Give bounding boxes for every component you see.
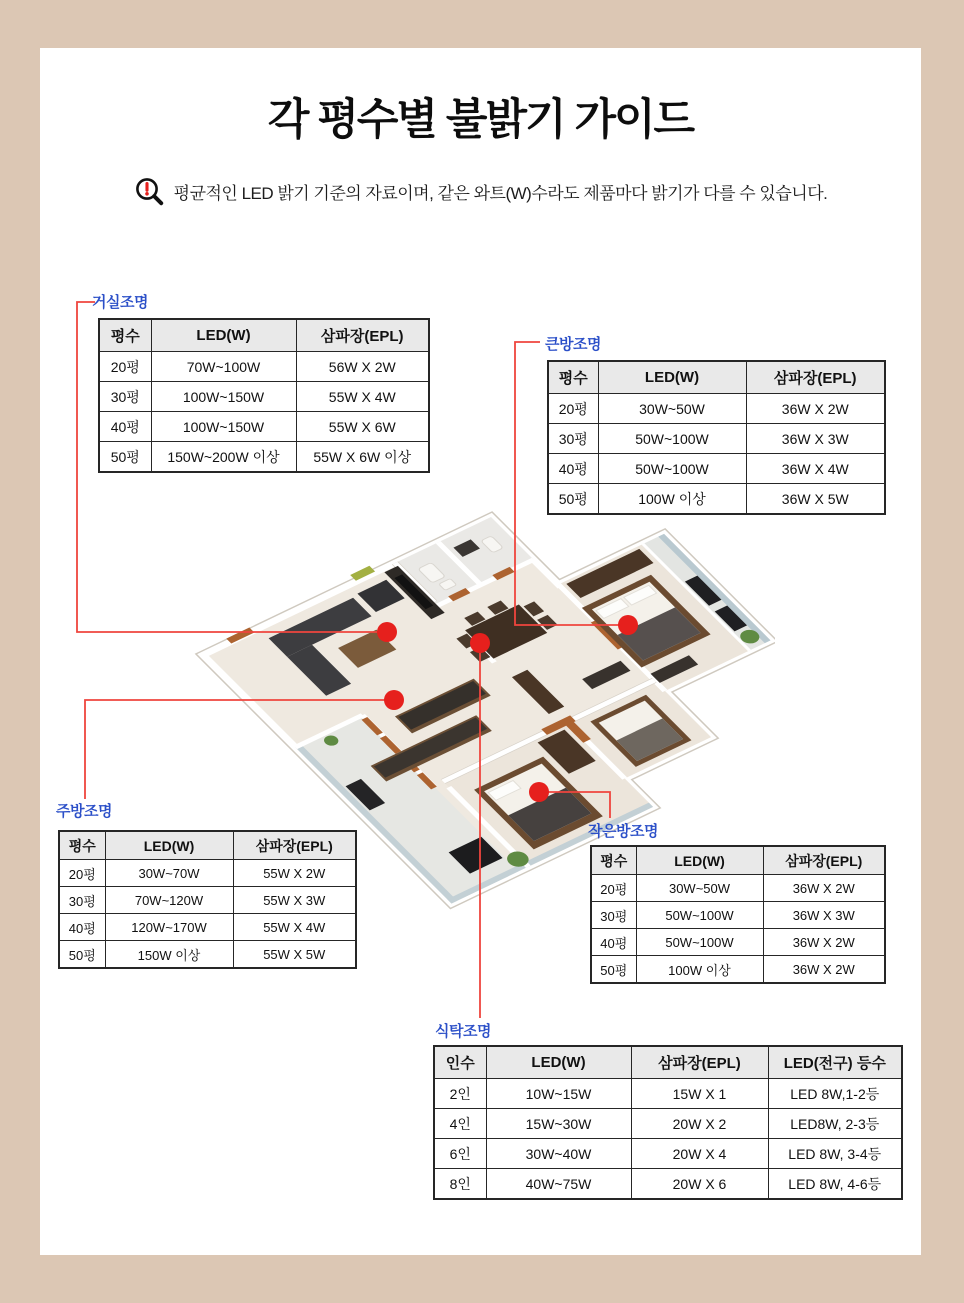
- notice-text: 평균적인 LED 밝기 기준의 자료이며, 같은 와트(W)수라도 제품마다 밝기가 다를 수 있습니다.: [173, 184, 828, 203]
- big-room-table-label: 큰방조명: [545, 336, 601, 353]
- table-cell: 30W~70W: [105, 860, 233, 887]
- table-cell: 100W 이상: [598, 484, 746, 515]
- table-cell: 50평: [99, 442, 151, 473]
- table-row: [591, 929, 885, 956]
- table-row: [434, 1169, 902, 1200]
- table-cell: 36W X 2W: [763, 875, 885, 902]
- column-header: 삼파장(EPL): [631, 1046, 768, 1079]
- table-cell: LED 8W, 4-6등: [768, 1169, 902, 1200]
- table-cell: 4인: [434, 1109, 486, 1139]
- table-row: [548, 424, 885, 454]
- table-cell: 30W~40W: [486, 1139, 631, 1169]
- table-cell: 36W X 2W: [763, 929, 885, 956]
- column-header: 평수: [59, 831, 105, 860]
- table-cell: 30평: [59, 887, 105, 914]
- header-row: [434, 1046, 902, 1079]
- table-cell: 36W X 3W: [746, 424, 885, 454]
- table-cell: 150W 이상: [105, 941, 233, 969]
- column-header: LED(W): [151, 319, 296, 352]
- big-room-table: [547, 360, 886, 515]
- table-cell: 10W~15W: [486, 1079, 631, 1109]
- table-cell: 40평: [548, 454, 598, 484]
- table-cell: 100W 이상: [636, 956, 763, 984]
- table-cell: 50W~100W: [636, 929, 763, 956]
- table-cell: 150W~200W 이상: [151, 442, 296, 473]
- table-cell: 30평: [591, 902, 636, 929]
- table-cell: 55W X 2W: [233, 860, 356, 887]
- column-header: LED(W): [636, 846, 763, 875]
- table-cell: 40W~75W: [486, 1169, 631, 1200]
- dining-table-label: 식탁조명: [435, 1023, 491, 1040]
- table-cell: 36W X 2W: [746, 394, 885, 424]
- table-row: [99, 442, 429, 473]
- table-cell: 55W X 3W: [233, 887, 356, 914]
- table-row: [59, 914, 356, 941]
- table-cell: 50W~100W: [598, 454, 746, 484]
- table-cell: 55W X 6W: [296, 412, 429, 442]
- header-row: [59, 831, 356, 860]
- table-cell: 120W~170W: [105, 914, 233, 941]
- notice-row: [40, 176, 921, 207]
- kitchen-table-label: 주방조명: [56, 803, 112, 820]
- table-cell: 20평: [591, 875, 636, 902]
- table-row: [591, 902, 885, 929]
- dining-table: [433, 1045, 903, 1200]
- table-row: [99, 382, 429, 412]
- small-room-table-label: 작은방조명: [588, 823, 658, 840]
- table-cell: 100W~150W: [151, 412, 296, 442]
- table-row: [434, 1079, 902, 1109]
- column-header: LED(W): [598, 361, 746, 394]
- table-cell: 50W~100W: [636, 902, 763, 929]
- table-cell: 36W X 4W: [746, 454, 885, 484]
- table-cell: 30평: [99, 382, 151, 412]
- small-room-table: [590, 845, 886, 984]
- living-table-label: 거실조명: [92, 294, 148, 311]
- column-header: 삼파장(EPL): [233, 831, 356, 860]
- table-row: [434, 1109, 902, 1139]
- table-row: [434, 1139, 902, 1169]
- table-cell: 55W X 5W: [233, 941, 356, 969]
- magnifier-exclamation-icon: [134, 176, 165, 207]
- column-header: 평수: [591, 846, 636, 875]
- table-cell: 2인: [434, 1079, 486, 1109]
- table-cell: 15W X 1: [631, 1079, 768, 1109]
- table-row: [548, 484, 885, 515]
- table-cell: 55W X 4W: [233, 914, 356, 941]
- table-cell: 15W~30W: [486, 1109, 631, 1139]
- header-row: [548, 361, 885, 394]
- table-cell: LED 8W,1-2등: [768, 1079, 902, 1109]
- table-row: [99, 352, 429, 382]
- table-cell: 36W X 5W: [746, 484, 885, 515]
- table-cell: 20W X 4: [631, 1139, 768, 1169]
- table-cell: 100W~150W: [151, 382, 296, 412]
- table-cell: 50평: [591, 956, 636, 984]
- table-row: [591, 875, 885, 902]
- column-header: LED(W): [105, 831, 233, 860]
- table-cell: LED 8W, 3-4등: [768, 1139, 902, 1169]
- table-row: [59, 941, 356, 969]
- page-title: 각 평수별 불밝기 가이드: [267, 96, 694, 144]
- table-cell: 36W X 3W: [763, 902, 885, 929]
- table-cell: 30W~50W: [636, 875, 763, 902]
- table-cell: 8인: [434, 1169, 486, 1200]
- table-cell: 55W X 6W 이상: [296, 442, 429, 473]
- column-header: 삼파장(EPL): [763, 846, 885, 875]
- table-cell: 20W X 6: [631, 1169, 768, 1200]
- table-cell: 36W X 2W: [763, 956, 885, 984]
- column-header: LED(전구) 등수: [768, 1046, 902, 1079]
- table-cell: 40평: [591, 929, 636, 956]
- living-table: [98, 318, 430, 473]
- table-cell: 20평: [59, 860, 105, 887]
- column-header: 평수: [548, 361, 598, 394]
- column-header: 인수: [434, 1046, 486, 1079]
- table-cell: 20W X 2: [631, 1109, 768, 1139]
- table-cell: 20평: [548, 394, 598, 424]
- column-header: 삼파장(EPL): [296, 319, 429, 352]
- table-cell: 56W X 2W: [296, 352, 429, 382]
- table-cell: 70W~120W: [105, 887, 233, 914]
- table-row: [99, 412, 429, 442]
- table-cell: 55W X 4W: [296, 382, 429, 412]
- column-header: 삼파장(EPL): [746, 361, 885, 394]
- table-row: [591, 956, 885, 984]
- column-header: LED(W): [486, 1046, 631, 1079]
- table-cell: LED8W, 2-3등: [768, 1109, 902, 1139]
- table-cell: 50평: [548, 484, 598, 515]
- table-cell: 50평: [59, 941, 105, 969]
- table-row: [548, 454, 885, 484]
- table-cell: 20평: [99, 352, 151, 382]
- table-row: [59, 860, 356, 887]
- table-cell: 30W~50W: [598, 394, 746, 424]
- header-row: [591, 846, 885, 875]
- table-row: [548, 394, 885, 424]
- kitchen-table: [58, 830, 357, 969]
- table-cell: 30평: [548, 424, 598, 454]
- table-cell: 50W~100W: [598, 424, 746, 454]
- header-row: [99, 319, 429, 352]
- column-header: 평수: [99, 319, 151, 352]
- table-cell: 70W~100W: [151, 352, 296, 382]
- table-cell: 40평: [99, 412, 151, 442]
- table-row: [59, 887, 356, 914]
- table-cell: 6인: [434, 1139, 486, 1169]
- table-cell: 40평: [59, 914, 105, 941]
